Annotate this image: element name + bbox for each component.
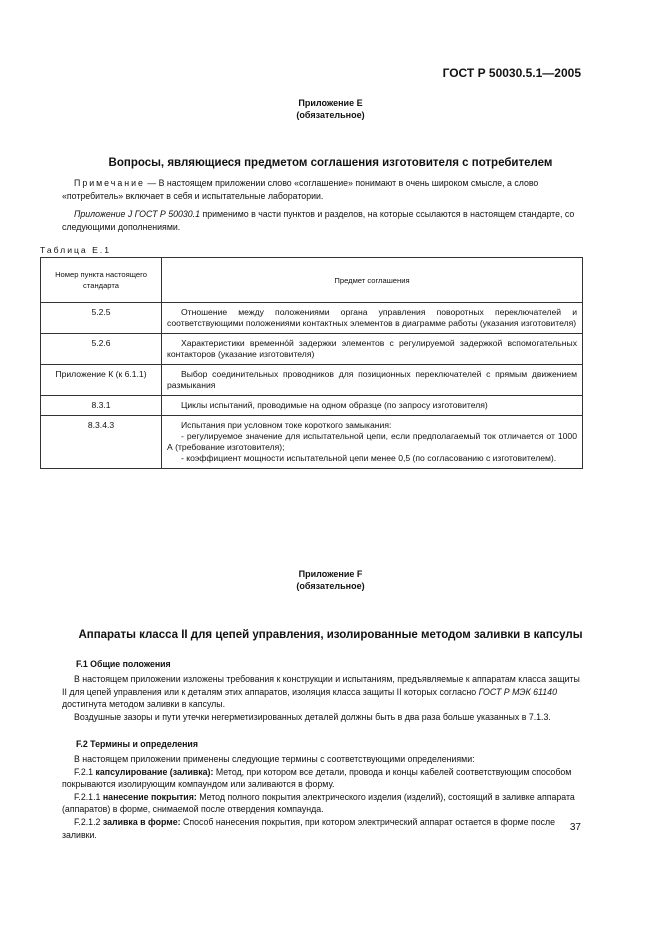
table-row — [41, 334, 583, 365]
term-encapsulation — [62, 766, 582, 791]
table-cell-clause: 8.3.1 — [41, 396, 162, 416]
annex-j-reference: Приложение J ГОСТ Р 50030.1 — [74, 209, 200, 219]
annex-e-paragraph-text: применимо в части пунктов и разделов, на которые ссылаются в настоящем стандарте, со следующими дополнениями. — [62, 209, 575, 232]
table-cell-clause: 5.2.5 — [41, 303, 162, 334]
term-coating — [62, 791, 582, 816]
term-definition: Способ нанесения покрытия, при котором электрический аппарат остается в форме после заливки. — [62, 816, 556, 840]
table-row — [41, 416, 583, 469]
agreement-table — [40, 257, 583, 469]
note-label: Примечание — [74, 178, 145, 188]
table-cell-subject — [162, 416, 583, 469]
table-cell-subject: Отношение между положениями органа управления поворотных переключателей и соответствующими положениями контактных элементов в диаграмме работы (указания изготовителя) — [162, 303, 583, 334]
table-cell-subject: Выбор соединительных проводников для позиционных переключателей с прямым движением размыкания — [162, 365, 583, 396]
annex-e-label: Приложение Е — [298, 98, 363, 108]
term-definition: Метод полного покрытия электрического изделия (изделий), состоящий в заливке аппарата (аппаратов) в форме, снимаемой после отвердения компаунда. — [62, 791, 575, 815]
iec-61140-reference: ГОСТ Р МЭК 61140 — [478, 686, 557, 697]
term-name: заливка в форме: — [102, 816, 181, 827]
section-f1-title: F.1 Общие положения — [76, 659, 171, 669]
annex-f-status: (обязательное) — [296, 581, 365, 591]
table-row — [41, 303, 583, 334]
f2-intro: В настоящем приложении применены следующие термины с соответствующими определениями: — [74, 754, 475, 764]
table-cell-subject: Циклы испытаний, проводимые на одном образце (по запросу изготовителя) — [162, 396, 583, 416]
annex-e-title — [0, 97, 661, 121]
term-number: F.2.1.1 — [74, 791, 103, 802]
note-text: — В настоящем приложении слово «соглашение» понимают в очень широком смысле, а слово «потребитель» включает в себя и испытательные лаборатории. — [62, 178, 539, 201]
table-header-row — [41, 258, 583, 303]
annex-f-title — [0, 568, 661, 592]
annex-f-label: Приложение F — [298, 569, 363, 579]
f1-clearance-paragraph: Воздушные зазоры и пути утечки негерметизированных деталей должны быть в два раза больше указанных в 7.1.3. — [74, 711, 551, 722]
table-row — [41, 365, 583, 396]
term-number: F.2.1.2 — [74, 816, 103, 827]
term-number: F.2.1 — [74, 766, 96, 777]
section-f2-title: F.2 Термины и определения — [76, 739, 198, 749]
table-cell-clause: 5.2.6 — [41, 334, 162, 365]
annex-e-status: (обязательное) — [296, 110, 365, 120]
table-cell-line: - регулируемое значение для испытательной цепи, если предполагаемый ток отличается от 1000 А (требование изготовителя); — [167, 431, 577, 452]
page-number: 37 — [569, 822, 581, 833]
table-cell-subject: Характеристики временно́й задержки элементов с регулируемой задержкой вспомогательных контакторов (указание изготовителя) — [162, 334, 583, 365]
section-f2-body — [62, 753, 582, 841]
annex-e-paragraph — [62, 208, 582, 233]
table-cell-line: Испытания при условном токе короткого замыкания: — [181, 420, 392, 430]
annex-f-heading: Аппараты класса II для цепей управления, изолированные методом заливки в капсулы — [78, 629, 583, 641]
table-header-subject: Предмет соглашения — [162, 258, 583, 303]
table-cell-clause: Приложение К (к 6.1.1) — [41, 365, 162, 396]
annex-e-note — [62, 177, 582, 202]
standard-number: ГОСТ Р 50030.5.1—2005 — [442, 66, 581, 80]
table-caption: Таблица Е.1 — [40, 245, 111, 255]
f1-paragraph-end: достигнута методом заливки в капсулы. — [62, 699, 226, 710]
term-mould-casting — [62, 816, 582, 841]
table-cell-line: - коэффициент мощности испытательной цепи менее 0,5 (по согласованию с изготовителем). — [181, 453, 557, 463]
section-f1-body — [62, 673, 582, 723]
annex-e-heading: Вопросы, являющиеся предметом соглашения изготовителя с потребителем — [108, 157, 553, 169]
f1-paragraph-start: В настоящем приложении изложены требования к конструкции и испытаниям, предъявляемые к аппаратам класса защиты II для цепей управления или к деталям этих аппаратов, изоляция класса защиты II которых согласно — [62, 674, 580, 697]
table-row — [41, 396, 583, 416]
term-name: нанесение покрытия: — [102, 791, 197, 802]
term-name: капсулирование (заливка): — [95, 766, 214, 777]
table-header-clause: Номер пункта настоящего стандарта — [41, 258, 162, 303]
table-cell-clause: 8.3.4.3 — [41, 416, 162, 469]
term-definition: Метод, при котором все детали, провода и концы кабелей соответствующим способом покрываются изолирующим компаундом или заливаются в форму. — [62, 766, 572, 790]
